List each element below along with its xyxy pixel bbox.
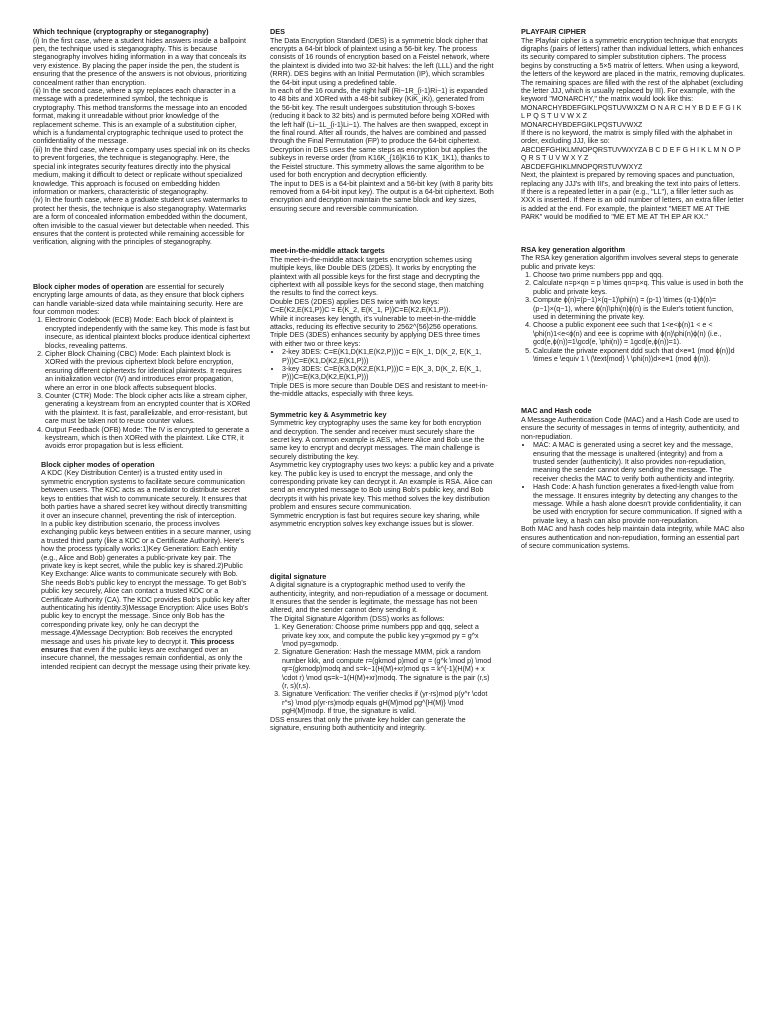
block-modes-list [33, 316, 251, 451]
mitm-para-1: The meet-in-the-middle attack targets encryption schemes using multiple keys, like Double DES (2DES). It works by encrypting the plaintext with all possible keys for the first stage and decrypting the ciphertext with all possible keys for the second stage, then matching the results to find the correct keys. [270, 255, 484, 298]
column-1 [33, 28, 251, 671]
kdc-bold: This process ensures [41, 637, 235, 654]
mode-cbc: 2. Cipher Block Chaining (CBC) Mode: Each plaintext block is XORed with the previous ciphertext block before encryption, ensuring different ciphertexts for identical plaintexts. It requires an initialization vector (IV) and introduces error propagation, where an error in one block affects subsequent blocks. [45, 350, 251, 392]
mitm-para-2: Double DES (2DES) applies DES twice with two keys: C=E(K2,E(K1,P))C = E(K_2, E(K_1, P))C=E(K2,E(K1,P)). [270, 297, 451, 315]
dss-key-generation: 1. Key Generation: Choose prime numbers ppp and qqq, select a private key xxx, and compute the public key y=gxmod py = g^x \mod py=gxmodp. [282, 623, 494, 648]
mac-heading: MAC and Hash code [521, 406, 592, 416]
symkey-para-1: Symmetric key cryptography uses the same key for both encryption and decryption. The sender and receiver must securely share the secret key. A common example is AES, where Alice and Bob use the same key to encrypt and decrypt messages. The main challenge is securely distributing the key. [270, 419, 485, 461]
dsig-outro: DSS ensures that only the private key holder can generate the signature, ensuring both authenticity and integrity. [270, 715, 466, 732]
mitm-para-3: While it increases key length, it's vulnerable to meet-in-the-middle attacks, reducing its effective security to 2562^{56}256 operations. [270, 314, 478, 331]
symkey-heading: Symmetric key & Asymmetric key [270, 409, 387, 419]
technique-section [33, 28, 251, 247]
kdc-conclusion: that even if the public keys are exchanged over an insecure channel, the messages remain confidential, as only the intended recipient can decrypt the message using their private key. [41, 646, 251, 671]
mitm-section [270, 247, 494, 399]
symkey-para-3: Symmetric encryption is fast but requires secure key sharing, while asymmetric encryption solves key exchange issues but is slower. [270, 511, 480, 529]
playfair-para-3: Next, the plaintext is prepared by removing spaces and punctuation, replacing any JJJ's with III's, and breaking the text into pairs of letters. If there is a repeated letter in a pair (e.g., "LL"), a filler letter such as XXX is inserted. If there is an odd number of letters, an extra filler letter is added at the end. For example, the plaintext "MEET ME AT THE PARK" would be modified to "ME ET ME AT TH EP AR KX." [521, 171, 744, 222]
mac-outro: Both MAC and hash codes help maintain data integrity, while MAC also ensures authentication and non-repudiation, forming an essential part of secure communication systems. [521, 525, 745, 551]
kdc-process: In a public key distribution scenario, the process involves exchanging public keys between entities in a secure manner, using a trusted third party (like a KDC or a Certificate Authority). Here's how the process typically works:1)Key Generation: Each entity (e.g., Alice and Bob) generates a public-private key pair. The private key is kept secret, while the public key is shared.2)Public Key Exchange: Alice wants to communicate securely with Bob. She needs Bob's public key to encrypt the message. To get Bob's public key securely, Alice can contact a trusted KDC or a Certificate Authority (CA). The KDC provides Bob's public key after authenticating his identity.3)Message Encryption: Alice uses Bob's public key to encrypt the message. Since only Bob has the corresponding private key, only he can decrypt the message.4)Message Decryption: Bob receives the encrypted message and uses his private key to decrypt it. [41, 519, 251, 646]
des-heading: DES [270, 27, 286, 36]
des-para-4: The input to DES is a 64-bit plaintext and a 56-bit key (with 8 parity bits removed from a 64-bit input key). The output is a 64-bit ciphertext. Both encryption and decryption maintain the same block and key sizes, ensuring secure and reversible communication. [270, 179, 494, 213]
rsa-heading: RSA key generation algorithm [521, 244, 625, 254]
technique-case-1: (i) In the first case, where a student hides answers inside a ballpoint pen, the technique used is steganography. This is because steganography involves hiding information in a way that conceals its very existence. By placing the paper inside the pen, the student is ensuring that the presence of the answers is not obvious, prioritizing concealment rather than encryption. [33, 36, 247, 87]
rsa-step-4: 4. Choose a public exponent eee such that 1<e<ϕ(n)1 < e < \phi(n)1<e<ϕ(n) and eee is coprime with ϕ(n)\phi(n)ϕ(n) (i.e., gcd(e,ϕ(n))=1\gcd(e, \phi(n)) = 1gcd(e,ϕ(n))=1). [533, 321, 745, 346]
playfair-matrix-inline: MONARCHYBDEFGIKLPQSTUVWXZM O N A R C H Y B D E F G I K L P Q S T U V W X Z [521, 103, 742, 121]
kdc-heading: Block cipher modes of operation [41, 459, 155, 469]
technique-case-4: (iv) In the fourth case, where a graduate student uses watermarks to protect her thesis, the technique is also steganography. Watermarks are a form of concealed information embedded within the document, often invisible to the casual viewer but detectable when needed. This ensures that the content is protected while remaining accessible for verification, aligning with the principles of steganography. [33, 196, 249, 247]
playfair-para-1: The Playfair cipher is a symmetric encryption technique that encrypts digraphs (pairs of letters) rather than individual letters, which enhances its security compared to simpler substitution ciphers. The process begins by constructing a 5×5 matrix of letters. When using a keyword, the letters of the keyword are placed in the matrix, removing duplicates. The remaining spaces are filled with the rest of the alphabet (excluding the letter JJJ, which is usually replaced by III). For example, with the keyword "MONARCHY," the matrix would look like this: [521, 36, 745, 104]
mac-list [521, 441, 745, 525]
rsa-step-1: 1. Choose two prime numbers ppp and qqq. [533, 271, 745, 279]
3des-3key: • 3-key 3DES: C=E(K3,D(K2,E(K1,P)))C = E(K_3, D(K_2, E(K_1, P)))C=E(K3,D(K2,E(K1,P))) [282, 365, 494, 382]
dsig-para-1: A digital signature is a cryptographic method used to verify the authenticity, integrity, and non-repudiation of a message or document. It ensures that the sender is legitimate, the message has not been altered, and the sender cannot deny sending it. [270, 581, 489, 615]
des-para-1: The Data Encryption Standard (DES) is a symmetric block cipher that encrypts a 64-bit block of plaintext using a 56-bit key. The process consists of 16 rounds of encryption based on a Feistel network, where the plaintext is divided into two 32-bit halves: the left (LLL) and the right (RRR). DES begins with an Initial Permutation (IP), which scrambles the 64-bit input using a predefined table. [270, 36, 494, 87]
symkey-para-2: Asymmetric key cryptography uses two keys: a public key and a private key. The public key is used to encrypt the message, and only the corresponding private key can decrypt it. An example is RSA. Alice can send an encrypted message to Bob using Bob's public key, and Bob decrypts it with his private key. This method solves the key distribution problem and ensures secure communication. [270, 461, 494, 512]
playfair-para-2: If there is no keyword, the matrix is simply filled with the alphabet in order, excluding JJJ, like so: [521, 129, 733, 146]
kdc-text-1: A KDC (Key Distribution Center) is a trusted entity used in symmetric encryption systems to facilitate secure communication between users. The KDC acts as a mediator to distribute secret keys to entities that wish to communicate securely. It ensures that both parties have a shared secret key without directly transmitting it over an insecure channel, preventing the risk of interception. [41, 469, 247, 520]
dsig-para-2: The Digital Signature Algorithm (DSS) works as follows: [270, 614, 445, 623]
dss-signature-generation: 2. Signature Generation: Hash the message MMM, pick a random number kkk, and compute r=(gkmod p)mod qr = (g^k \mod p) \mod qr=(gkmodp)modq and s=k−1(H(M)+xr)mod qs = k^{-1}(H(M) + x \cdot r) \mod qs=k−1(H(M)+xr)modq. The signature is the pair (r,s)(r, s)(r,s). [282, 648, 494, 690]
technique-case-3: (iii) In the third case, where a company uses special ink on its checks to prevent forgeries, the technique is steganography. Here, the special ink integrates security features directly into the physical medium, making it difficult to detect or replicate without specialized knowledge. This approach is focused on embedding hidden information or markers, characteristic of steganography. [33, 145, 250, 196]
hash-item: • Hash Code: A hash function generates a fixed-length value from the message. It ensures integrity by detecting any changes to the message. While a hash alone doesn't provide confidentiality, it can be used with encryption for secure communication. If signed with a private key, a hash can also provide non-repudiation. [533, 483, 745, 525]
kdc-text-2 [41, 520, 251, 671]
dsig-heading: digital signature [270, 571, 327, 581]
playfair-alpha: ABCDEFGHIKLMNOPQRSTUVWXYZ [521, 162, 643, 171]
technique-case-2: (ii) In the second case, where a spy replaces each character in a message with a predetermined symbol, the technique is cryptography. This method transforms the message into an encoded format, making it unreadable without prior knowledge of the replacement scheme. This is an example of a substitution cipher, which is a fundamental cryptographic technique used to protect the confidentiality of the message. [33, 87, 247, 146]
mitm-para-4: Triple DES (3DES) enhances security by applying DES three times with either two or three keys: [270, 331, 480, 348]
mac-item: • MAC: A MAC is generated using a secret key and the message, ensuring that the message is unaltered (integrity) and from a trusted sender (authenticity). It also provides non-repudiation, meaning the sender cannot deny sending the message. The receiver checks the MAC to verify both authenticity and integrity. [533, 441, 745, 483]
des-para-3: Decryption in DES uses the same steps as encryption but applies the subkeys in reverse order (from K16K_{16}K16 to K1K_1K1), thanks to the Feistel structure. This symmetry allows the same algorithm to be used for both encryption and decryption efficiently. [270, 145, 490, 180]
3des-2key: • 2-key 3DES: C=E(K1,D(K1,E(K2,P)))C = E(K_1, D(K_2, E(K_1, P)))C=E(K1,D(K2,E(K1,P))) [282, 348, 494, 365]
rsa-intro: The RSA key generation algorithm involves several steps to generate public and private keys: [521, 254, 739, 271]
mode-ofb: 4. Output Feedback (OFB) Mode: The IV is encrypted to generate a keystream, which is then XORed with the plaintext. Like CTR, it avoids error propagation but is less efficient. [45, 426, 251, 451]
mitm-outro: Triple DES is more secure than Double DES and resistant to meet-in-the-middle attacks, especially with three keys. [270, 381, 488, 399]
playfair-section [521, 28, 745, 222]
playfair-alpha-inline: ABCDEFGHIKLMNOPQRSTUVWXYZA B C D E F G H I K L M N O P Q R S T U V W X Y Z [521, 145, 741, 163]
mode-ctr: 3. Counter (CTR) Mode: The block cipher acts like a stream cipher, generating a keystream from an encrypted counter that is XORed with the plaintext. It is fast, parallelizable, and error-resistant, but care must be taken not to reuse counter values. [45, 392, 251, 426]
3des-list [270, 348, 494, 382]
des-section [270, 28, 494, 213]
playfair-heading: PLAYFAIR CIPHER [521, 27, 587, 36]
rsa-steps [521, 271, 745, 363]
dsig-section [270, 573, 494, 733]
column-2 [270, 28, 494, 732]
technique-heading: Which technique (cryptography or steganography) [33, 27, 209, 36]
mac-section [521, 407, 745, 550]
mitm-heading: meet-in-the-middle attack targets [270, 246, 385, 256]
dss-signature-verification: 3. Signature Verification: The verifier checks if (yr⋅rs)mod p(y^r \cdot r^s) \mod p(yr⋅rs)modp equals gH(M)mod pg^{H(M)} \mod pgH(M)modp. If true, the signature is valid. [282, 690, 494, 715]
symkey-section [270, 411, 494, 529]
playfair-matrix: MONARCHYBDEFGIKLPQSTUVWXZ [521, 120, 643, 129]
rsa-step-5: 5. Calculate the private exponent ddd such that d×e≡1 (mod ϕ(n))d \times e \equiv 1 \ (\text{mod} \ \phi(n))d×e≡1 (mod ϕ(n)). [533, 347, 745, 364]
kdc-section [33, 461, 251, 671]
block-modes-heading: Block cipher modes of operation [33, 282, 144, 291]
rsa-step-3: 3. Compute ϕ(n)=(p−1)×(q−1)\phi(n) = (p-1) \times (q-1)ϕ(n)=(p−1)×(q−1), where ϕ(n)\phi(n)ϕ(n) is the Euler's totient function, used in determining the private key. [533, 296, 745, 321]
block-modes-intro-text: are essential for securely encrypting large amounts of data, as they ensure that block ciphers can handle variable-sized data while maintaining security. Here are four common modes: [33, 282, 244, 316]
dss-steps [270, 623, 494, 715]
column-3 [521, 28, 745, 551]
rsa-section [521, 246, 745, 364]
des-para-2: In each of the 16 rounds, the right half (Ri−1R_{i-1}Ri−1) is expanded to 48 bits and XORed with a 48-bit subkey (KiK_iKi), generated from the 56-bit key. The result undergoes substitution through S-boxes (reducing it back to 32 bits) and is permuted before being XORed with the left half (Li−1L_{i-1}Li−1). The halves are then swapped, except in the final round. After all rounds, the halves are combined and passed through the Final Permutation (FP) to produce the 64-bit ciphertext. [270, 87, 490, 146]
rsa-step-2: 2. Calculate n=p×qn = p \times qn=p×q. This value is used in both the public and private keys. [533, 279, 745, 296]
block-modes-intro [33, 283, 251, 317]
mac-intro: A Message Authentication Code (MAC) and a Hash Code are used to ensure the security of messages in terms of integrity, authenticity, and non-repudiation. [521, 416, 740, 441]
mode-ecb: 1. Electronic Codebook (ECB) Mode: Each block of plaintext is encrypted independently with the same key. This mode is fast but insecure, as identical plaintext blocks produce identical ciphertext blocks, revealing patterns. [45, 316, 251, 350]
block-modes-section [33, 283, 251, 451]
